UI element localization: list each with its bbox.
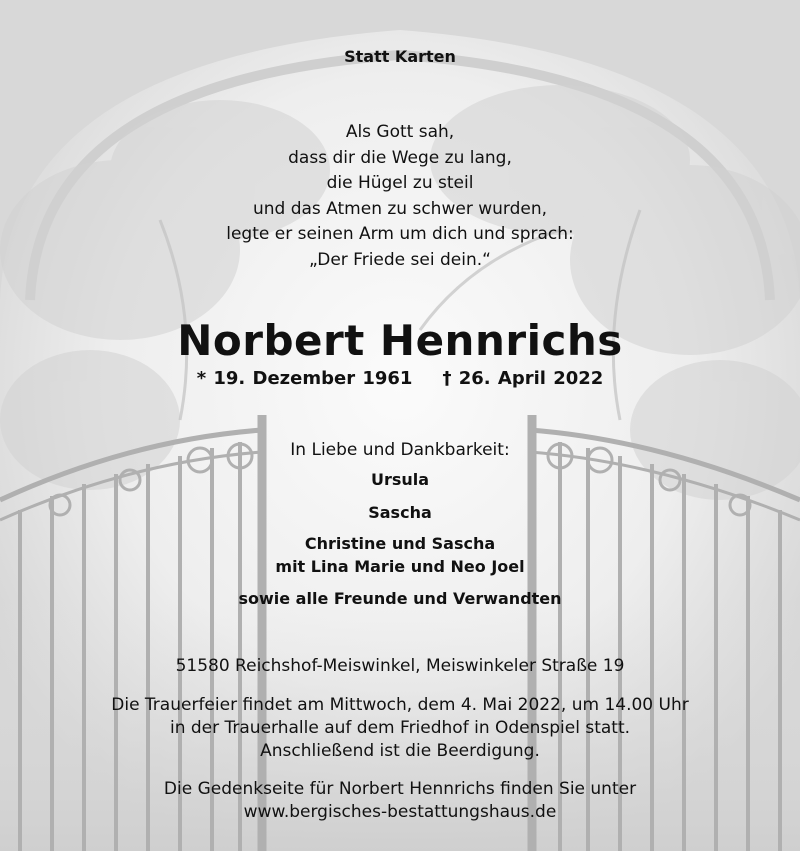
mourner-name: Ursula xyxy=(370,470,430,489)
service-line: in der Trauerhalle auf dem Friedhof in Odenspiel statt. xyxy=(169,718,631,738)
mourner-name: sowie alle Freunde und Verwandten xyxy=(238,589,562,608)
memorial-line: Die Gedenkseite für Norbert Hennrichs finden Sie unter xyxy=(163,779,637,799)
poem-line: dass dir die Wege zu lang, xyxy=(288,147,512,168)
notice-header: Statt Karten xyxy=(344,47,456,66)
birth-date: * 19. Dezember 1961 xyxy=(196,368,413,389)
funeral-service-info xyxy=(0,694,800,763)
service-line: Anschließend ist die Beerdigung. xyxy=(260,741,540,761)
death-date: † 26. April 2022 xyxy=(442,368,604,389)
deceased-name: Norbert Hennrichs xyxy=(177,316,623,365)
poem-line: und das Atmen zu schwer wurden, xyxy=(252,198,548,219)
address: 51580 Reichshof-Meiswinkel, Meiswinkeler Straße 19 xyxy=(175,656,625,676)
poem xyxy=(0,120,800,273)
mourners-intro: In Liebe und Dankbarkeit: xyxy=(290,440,510,460)
memorial-url: www.bergisches-bestattungshaus.de xyxy=(243,802,557,822)
poem-line: „Der Friede sei dein.“ xyxy=(309,249,491,270)
life-dates xyxy=(0,368,800,389)
poem-line: Als Gott sah, xyxy=(345,122,455,142)
mourner-name: Sascha xyxy=(368,503,432,522)
mourner-name: mit Lina Marie und Neo Joel xyxy=(275,557,525,576)
memorial-page-info xyxy=(0,778,800,824)
service-line: Die Trauerfeier findet am Mittwoch, dem 4. Mai 2022, um 14.00 Uhr xyxy=(111,695,689,715)
mourner-name: Christine und Sascha xyxy=(304,534,496,553)
poem-line: die Hügel zu steil xyxy=(326,173,474,193)
poem-line: legte er seinen Arm um dich und sprach: xyxy=(226,224,574,244)
